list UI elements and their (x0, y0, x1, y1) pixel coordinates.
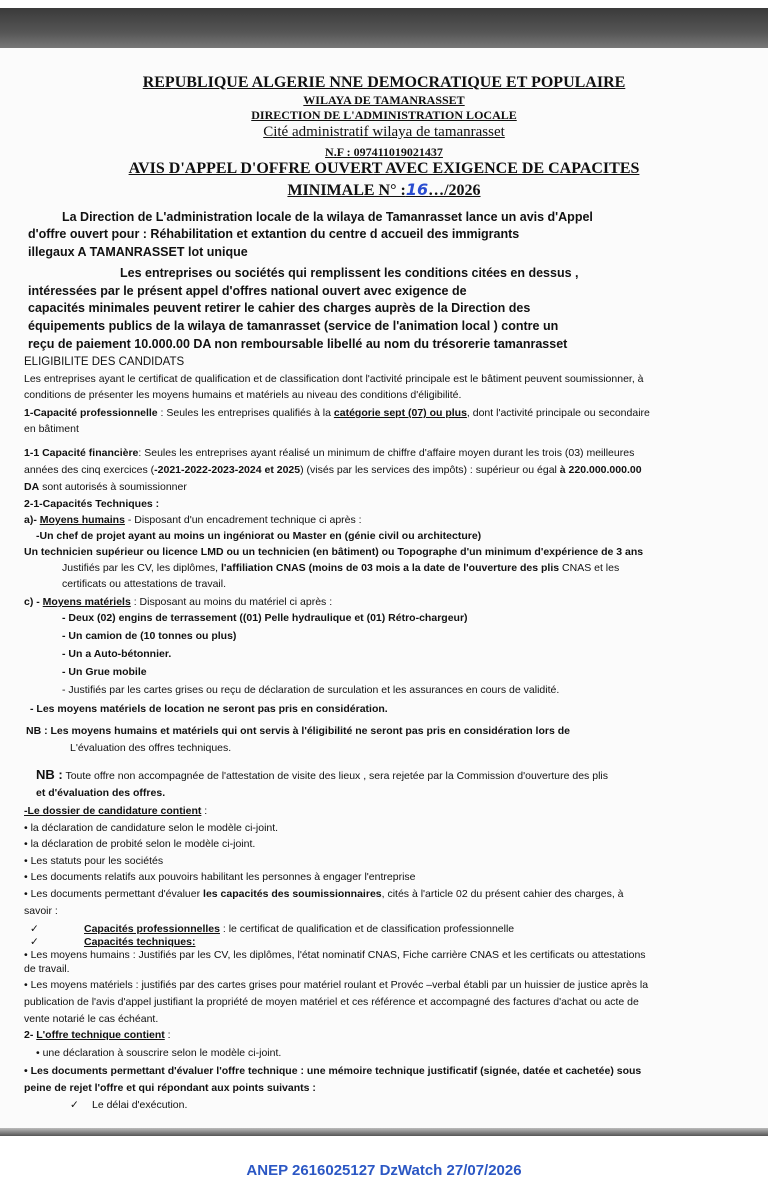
moyens-materiels-line: c) - Moyens matériels : Disposant au moins du matériel ci après : (24, 596, 333, 608)
intro-line-8: reçu de paiement 10.000.00 DA non remboursable libellé au nom du trésorerie tamanrasset (28, 337, 568, 351)
nb-note-1-line-2: L'évaluation des offres techniques. (70, 742, 232, 754)
dossier-item-3: • Les statuts pour les sociétés (24, 855, 164, 867)
materiel-justif: - Justifiés par les cartes grises ou reçu de déclaration de surculation et les assurances en cours de validité. (62, 684, 560, 696)
notice-number: MINIMALE N° :16…/2026 (287, 180, 481, 199)
eligibility-line-1: Les entreprises ayant le certificat de qualification et de classification dont l'activité principale est le bâtiment peuvent soumissionner, à (24, 373, 644, 385)
materiel-item-4: - Un Grue mobile (62, 666, 147, 678)
scan-bottom-line (0, 1128, 768, 1136)
notice-title: AVIS D'APPEL D'OFFRE OUVERT AVEC EXIGENCE DE CAPACITES (128, 160, 640, 177)
capacites-techniques-subtitle: Capacités techniques: (84, 936, 196, 948)
offre-technique-title: 2- L'offre technique contient : (24, 1029, 171, 1041)
intro-line-7: équipements publics de la wilaya de tamanrasset (service de l'animation local ) contre un (28, 319, 559, 333)
header-direction: DIRECTION DE L'ADMINISTRATION LOCALE (251, 108, 517, 122)
dossier-candidature-title: -Le dossier de candidature contient : (24, 805, 208, 817)
moyens-materiels-justif-line-2: publication de l'avis d'appel justifiant la propriété de moyen matériel et ces référence et accompagné des factures d'achat ou acte de (24, 996, 639, 1008)
moyens-humains-item-2: Un technicien supérieur ou licence LMD ou un technicien (en bâtiment) ou Topographe d'un minimum d'expérience de 3 ans (24, 546, 644, 558)
nb-note-1: NB : Les moyens humains et matériels qui ont servis à l'éligibilité ne seront pas pris en considération lors de (26, 725, 570, 737)
moyens-humains-item-1: -Un chef de projet ayant au moins un ingéniorat ou Master en (génie civil ou architecture) (36, 530, 482, 542)
intro-line-1: La Direction de L'administration locale de la wilaya de Tamanrasset lance un avis d'Appel (62, 210, 593, 224)
intro-line-5: intéressées par le présent appel d'offres national ouvert avec exigence de (28, 284, 467, 298)
capacite-professionnelle-line: 1-Capacité professionnelle : Seules les entreprises qualifiés à la catégorie sept (07) ou plus, dont l'activité principale ou secondaire (24, 407, 650, 419)
check-icon: ✓ (70, 1099, 79, 1111)
check-icon: ✓ (30, 923, 39, 935)
dossier-item-2: • la déclaration de probité selon le modèle ci-joint. (24, 838, 256, 850)
moyens-humains-line: a)- Moyens humains - Disposant d'un encadrement technique ci après : (24, 514, 362, 526)
capacite-financiere-line-3: DA sont autorisés à soumissionner (24, 481, 187, 493)
capacite-financiere-line-2: années des cinq exercices (-2021-2022-2023-2024 et 2025) (visés par les services des impôts) : supérieur ou égal à 220.000.000.00 (24, 464, 642, 476)
eligibility-line-2: conditions de présenter les moyens humains et matériels au niveau des conditions d'éligibilité. (24, 389, 462, 401)
intro-line-6: capacités minimales peuvent retirer le cahier des charges auprès de la Direction des (28, 301, 531, 315)
moyens-humains-justif-2: certificats ou attestations de travail. (62, 578, 226, 590)
capacites-techniques-title: 2-1-Capacités Techniques : (24, 498, 160, 510)
materiel-location-note: - Les moyens matériels de location ne seront pas pris en considération. (30, 703, 388, 715)
materiel-item-3: - Un a Auto-bétonnier. (62, 648, 172, 660)
moyens-materiels-justif-line: • Les moyens matériels : justifiés par des cartes grises pour matériel roulant et Provéc –verbal établi par un huissier de justice après la (24, 979, 649, 991)
nb-note-2-line-2: et d'évaluation des offres. (36, 787, 166, 799)
header-nif: N.F : 097411019021437 (325, 145, 443, 159)
offre-technique-point-1: Le délai d'exécution. (92, 1099, 188, 1111)
capacite-professionnelle-line-2: en bâtiment (24, 423, 79, 435)
capacites-professionnelles-line: Capacités professionnelles : le certificat de qualification et de classification professionnelle (84, 923, 515, 935)
scan-top-bar (0, 8, 768, 48)
header-republic: REPUBLIQUE ALGERIE NNE DEMOCRATIQUE ET POPULAIRE (142, 74, 626, 91)
moyens-humains-justif: Justifiés par les CV, les diplômes, l'affiliation CNAS (moins de 03 mois a la date de l'ouverture des plis CNAS et les (62, 562, 620, 574)
header-wilaya: WILAYA DE TAMANRASSET (303, 93, 465, 107)
dossier-item-5-line-2: savoir : (24, 905, 58, 917)
offre-technique-item-2-line-2: peine de rejet l'offre et qui répondant aux points suivants : (24, 1082, 316, 1094)
handwritten-number: 16 (405, 180, 429, 199)
capacite-financiere-line: 1-1 Capacité financière: Seules les entreprises ayant réalisé un minimum de chiffre d'affaire moyen durant les trois (03) meilleures (24, 447, 635, 459)
footer-reference: ANEP 2616025127 DzWatch 27/07/2026 (246, 1162, 522, 1179)
dossier-item-5: • Les documents permettant d'évaluer les capacités des soumissionnaires, cités à l'article 02 du présent cahier des charges, à (24, 888, 624, 900)
materiel-item-2: - Un camion de (10 tonnes ou plus) (62, 630, 237, 642)
eligibility-title: ELIGIBILITE DES CANDIDATS (24, 356, 185, 368)
dossier-item-4: • Les documents relatifs aux pouvoirs habilitant les personnes à engager l'entreprise (24, 871, 416, 883)
header-cite: Cité administratif wilaya de tamanrasset (263, 124, 505, 140)
moyens-humains-justif-line-2: de travail. (24, 963, 70, 975)
offre-technique-item-2: • Les documents permettant d'évaluer l'offre technique : une mémoire technique justificatif (signée, datée et cachetée) sous (24, 1065, 642, 1077)
intro-line-3: illegaux A TAMANRASSET lot unique (28, 245, 248, 259)
moyens-materiels-justif-line-3: vente notarié le cas échéant. (24, 1013, 159, 1025)
intro-line-4: Les entreprises ou sociétés qui remplissent les conditions citées en dessus , (120, 266, 579, 280)
intro-line-2: d'offre ouvert pour : Réhabilitation et extantion du centre d accueil des immigrants (28, 227, 520, 241)
moyens-humains-justif-line: • Les moyens humains : Justifiés par les CV, les diplômes, l'état nominatif CNAS, Fiche carrière CNAS et les certificats ou attestations (24, 949, 646, 961)
offre-technique-item-1: • une déclaration à souscrire selon le modèle ci-joint. (36, 1047, 282, 1059)
materiel-item-1: - Deux (02) engins de terrassement ((01) Pelle hydraulique et (01) Rétro-chargeur) (62, 612, 468, 624)
dossier-item-1: • la déclaration de candidature selon le modèle ci-joint. (24, 822, 279, 834)
nb-note-2: NB : Toute offre non accompagnée de l'attestation de visite des lieux , sera rejetée par la Commission d'ouverture des plis (36, 767, 608, 782)
check-icon: ✓ (30, 936, 39, 948)
